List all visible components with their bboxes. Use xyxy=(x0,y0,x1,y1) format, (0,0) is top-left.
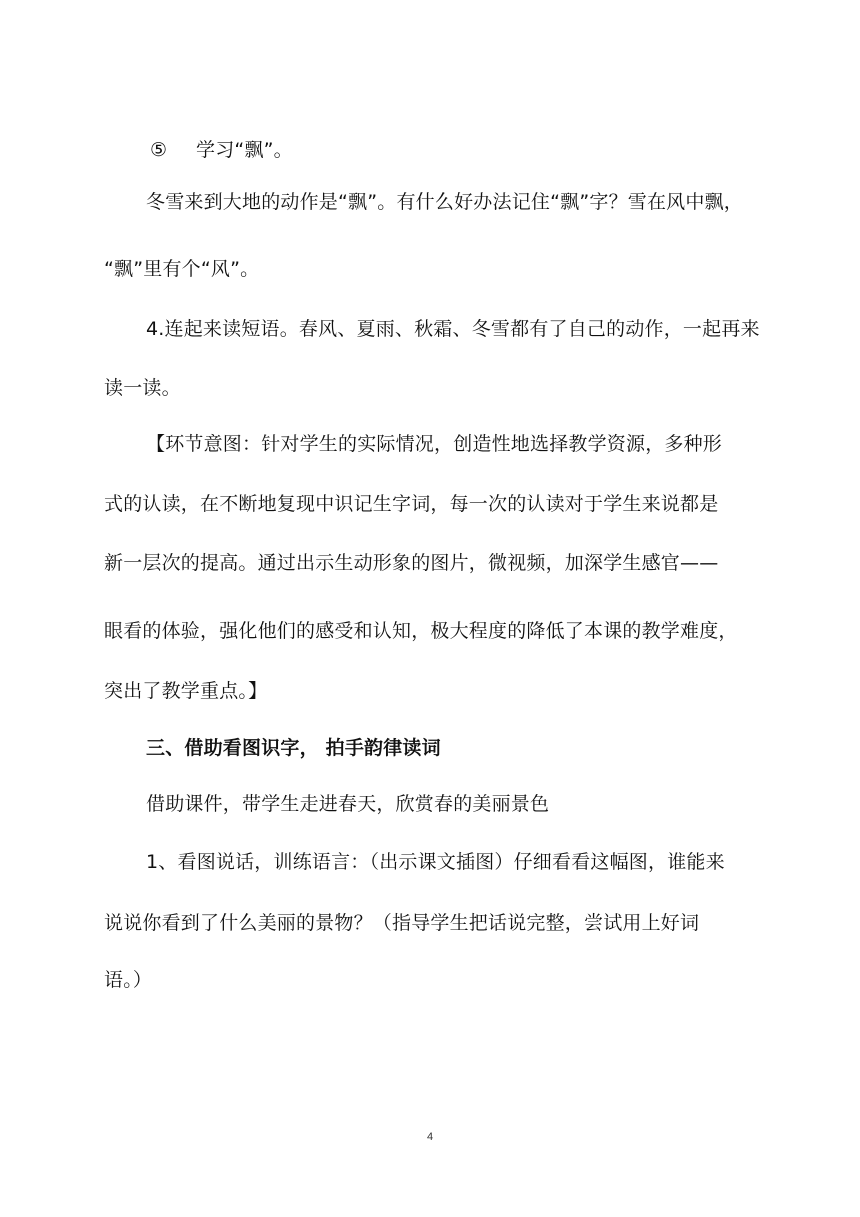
paragraph-line: 4.连起来读短语。春风、夏雨、秋霜、冬雪都有了自己的动作，一起再来 xyxy=(146,318,760,340)
paragraph-line: 式的认读，在不断地复现中识记生字词，每一次的认读对于学生来说都是 xyxy=(104,493,719,515)
paragraph-line: 1、看图说话，训练语言：（出示课文插图）仔细看看这幅图，谁能来 xyxy=(146,851,725,873)
paragraph-line: 新一层次的提高。通过出示生动形象的图片，微视频，加深学生感官—— xyxy=(104,552,719,574)
paragraph-line: 读一读。 xyxy=(104,377,181,399)
paragraph-line: 语。） xyxy=(104,969,153,991)
page-number: 4 xyxy=(426,1131,434,1143)
paragraph-line: 借助课件，带学生走进春天，欣赏春的美丽景色 xyxy=(146,793,550,815)
paragraph-line: 突出了教学重点。】 xyxy=(104,680,268,702)
item-5-text: 学习“飘”。 xyxy=(196,139,293,161)
paragraph-line: “飘”里有个“风”。 xyxy=(104,258,260,280)
paragraph-line: 【环节意图：针对学生的实际情况，创造性地选择教学资源，多种形 xyxy=(146,433,723,455)
section-heading: 三、借助看图识字， 拍手韵律读词 xyxy=(146,737,441,759)
paragraph-line: 冬雪来到大地的动作是“飘”。有什么好办法记住“飘”字？雪在风中飘， xyxy=(146,191,743,213)
item-5-line xyxy=(150,137,293,163)
circled-number-marker: ⑤ xyxy=(150,139,168,161)
paragraph-line: 眼看的体验，强化他们的感受和认知，极大程度的降低了本课的教学难度， xyxy=(104,620,738,642)
paragraph-line: 说说你看到了什么美丽的景物？（指导学生把话说完整，尝试用上好词 xyxy=(104,912,700,934)
